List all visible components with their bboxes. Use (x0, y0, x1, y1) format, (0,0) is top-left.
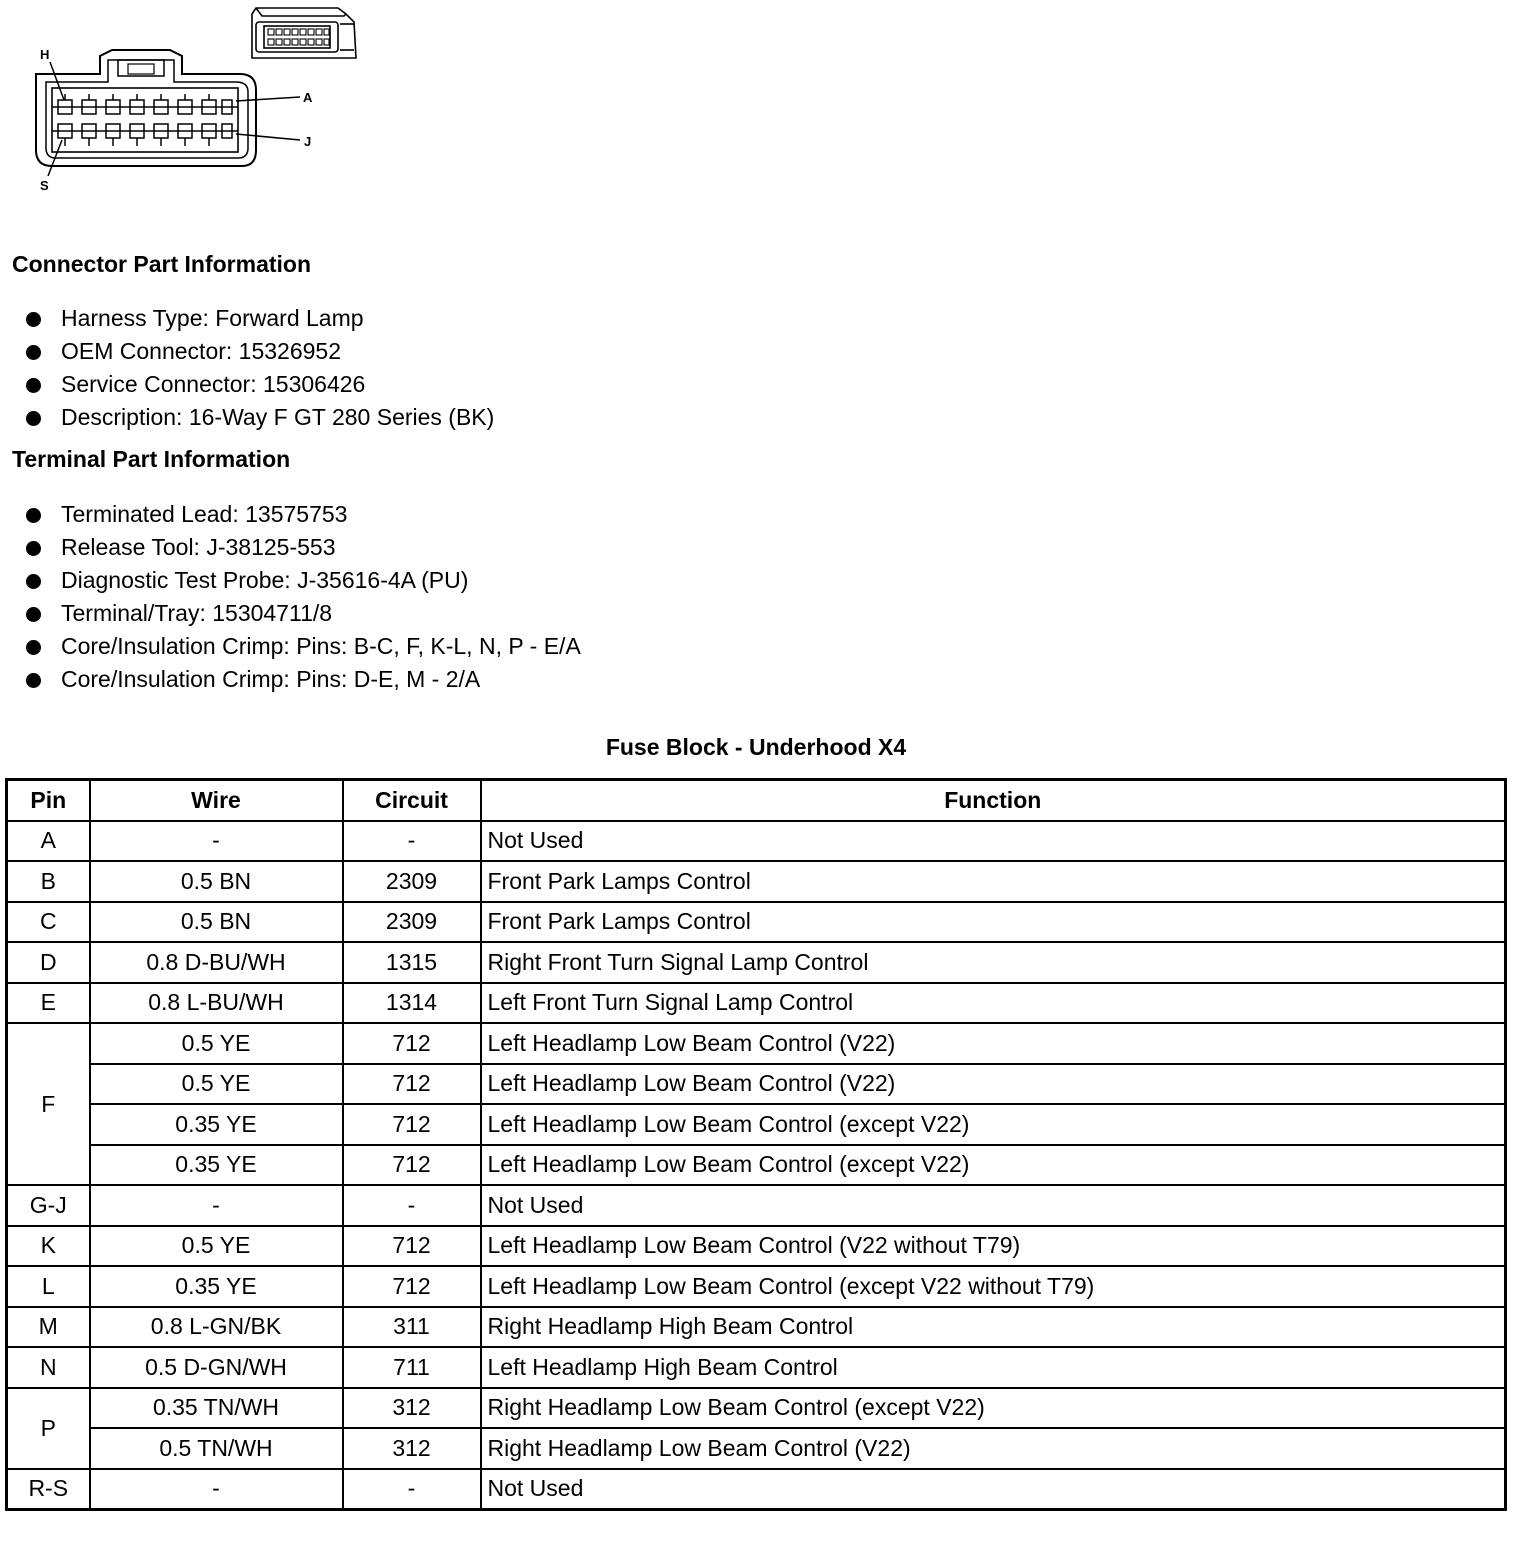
function-cell: Right Headlamp Low Beam Control (V22) (481, 1428, 1506, 1469)
list-item (26, 663, 581, 696)
pin-cell: A (7, 821, 90, 862)
wire-cell: 0.5 YE (90, 1064, 343, 1105)
circuit-cell: 712 (343, 1266, 481, 1307)
connector-diagram (0, 0, 380, 200)
wire-cell: - (90, 1185, 343, 1226)
wire-cell: 0.5 BN (90, 861, 343, 902)
terminal-info-list (26, 498, 581, 696)
circuit-cell: 312 (343, 1388, 481, 1429)
list-item (26, 368, 494, 401)
function-cell: Left Headlamp Low Beam Control (except V22) (481, 1104, 1506, 1145)
table-row (7, 1104, 1506, 1145)
terminal-cavities (52, 94, 238, 146)
bullet-icon (26, 312, 41, 327)
list-item-text: Core/Insulation Crimp: Pins: B-C, F, K-L, N, P - E/A (61, 633, 581, 659)
table-row (7, 821, 1506, 862)
wire-cell: 0.5 TN/WH (90, 1428, 343, 1469)
function-cell: Left Headlamp Low Beam Control (V22) (481, 1064, 1506, 1105)
wire-cell: 0.35 YE (90, 1104, 343, 1145)
table-row (7, 1428, 1506, 1469)
bullet-icon (26, 673, 41, 688)
circuit-cell: 2309 (343, 902, 481, 943)
circuit-cell: 1314 (343, 983, 481, 1024)
list-item-text: Harness Type: Forward Lamp (61, 305, 364, 331)
list-item-text: Terminal/Tray: 15304711/8 (61, 600, 333, 626)
pin-table (5, 778, 1507, 1511)
pin-label-j: J (304, 134, 312, 149)
pin-cell: R-S (7, 1469, 90, 1510)
header-circuit: Circuit (343, 780, 481, 821)
function-cell: Front Park Lamps Control (481, 861, 1506, 902)
function-cell: Not Used (481, 821, 1506, 862)
circuit-cell: 311 (343, 1307, 481, 1348)
table-row (7, 983, 1506, 1024)
table-row (7, 1185, 1506, 1226)
table-title: Fuse Block - Underhood X4 (605, 734, 907, 760)
pin-cell: L (7, 1266, 90, 1307)
function-cell: Left Front Turn Signal Lamp Control (481, 983, 1506, 1024)
bullet-icon (26, 541, 41, 556)
table-row (7, 1347, 1506, 1388)
table-row (7, 1388, 1506, 1429)
function-cell: Right Front Turn Signal Lamp Control (481, 942, 1506, 983)
table-row (7, 1226, 1506, 1267)
function-cell: Front Park Lamps Control (481, 902, 1506, 943)
list-item-text: Terminated Lead: 13575753 (61, 501, 348, 527)
terminal-info-title: Terminal Part Information (12, 446, 291, 472)
function-cell: Right Headlamp High Beam Control (481, 1307, 1506, 1348)
function-cell: Not Used (481, 1469, 1506, 1510)
function-cell: Not Used (481, 1185, 1506, 1226)
list-item (26, 335, 494, 368)
circuit-cell: 312 (343, 1428, 481, 1469)
table-row (7, 1307, 1506, 1348)
table-row (7, 1266, 1506, 1307)
table-row (7, 1469, 1506, 1510)
wire-cell: - (90, 1469, 343, 1510)
header-pin: Pin (7, 780, 90, 821)
circuit-cell: 1315 (343, 942, 481, 983)
wire-cell: 0.35 YE (90, 1266, 343, 1307)
bullet-icon (26, 345, 41, 360)
pin-cell: P (7, 1388, 90, 1469)
function-cell: Left Headlamp Low Beam Control (except V22 without T79) (481, 1266, 1506, 1307)
wire-cell: 0.8 L-GN/BK (90, 1307, 343, 1348)
table-row (7, 1064, 1506, 1105)
list-item-text: Release Tool: J-38125-553 (61, 534, 336, 560)
table-row (7, 861, 1506, 902)
list-item-text: Diagnostic Test Probe: J-35616-4A (PU) (61, 567, 469, 593)
pin-cell: F (7, 1023, 90, 1185)
circuit-cell: 711 (343, 1347, 481, 1388)
function-cell: Left Headlamp Low Beam Control (V22) (481, 1023, 1506, 1064)
list-item (26, 498, 581, 531)
table-header-row (7, 780, 1506, 821)
list-item (26, 597, 581, 630)
wire-cell: 0.5 BN (90, 902, 343, 943)
circuit-cell: 2309 (343, 861, 481, 902)
connector-3d-view (252, 8, 356, 58)
bullet-icon (26, 508, 41, 523)
circuit-cell: 712 (343, 1104, 481, 1145)
pin-cell: B (7, 861, 90, 902)
pin-cell: K (7, 1226, 90, 1267)
pin-cell: C (7, 902, 90, 943)
header-wire: Wire (90, 780, 343, 821)
circuit-cell: 712 (343, 1064, 481, 1105)
connector-face (36, 50, 256, 166)
wire-cell: 0.5 YE (90, 1226, 343, 1267)
header-function: Function (481, 780, 1506, 821)
pin-label-h: H (40, 47, 50, 62)
bullet-icon (26, 640, 41, 655)
table-row (7, 902, 1506, 943)
bullet-icon (26, 411, 41, 426)
wire-cell: 0.8 D-BU/WH (90, 942, 343, 983)
function-cell: Left Headlamp Low Beam Control (V22 without T79) (481, 1226, 1506, 1267)
list-item (26, 630, 581, 663)
wire-cell: 0.35 YE (90, 1145, 343, 1186)
pin-label-a: A (303, 90, 313, 105)
wire-cell: 0.35 TN/WH (90, 1388, 343, 1429)
table-row (7, 942, 1506, 983)
circuit-cell: 712 (343, 1145, 481, 1186)
wire-cell: - (90, 821, 343, 862)
bullet-icon (26, 378, 41, 393)
wire-cell: 0.8 L-BU/WH (90, 983, 343, 1024)
list-item-text: Core/Insulation Crimp: Pins: D-E, M - 2/A (61, 666, 481, 692)
circuit-cell: 712 (343, 1226, 481, 1267)
bullet-icon (26, 574, 41, 589)
function-cell: Left Headlamp Low Beam Control (except V22) (481, 1145, 1506, 1186)
list-item-text: Description: 16-Way F GT 280 Series (BK) (61, 404, 495, 430)
function-cell: Right Headlamp Low Beam Control (except V22) (481, 1388, 1506, 1429)
list-item-text: OEM Connector: 15326952 (61, 338, 342, 364)
circuit-cell: - (343, 1469, 481, 1510)
list-item (26, 302, 494, 335)
table-row (7, 1023, 1506, 1064)
pin-cell: G-J (7, 1185, 90, 1226)
circuit-cell: - (343, 821, 481, 862)
function-cell: Left Headlamp High Beam Control (481, 1347, 1506, 1388)
list-item (26, 564, 581, 597)
circuit-cell: - (343, 1185, 481, 1226)
wire-cell: 0.5 YE (90, 1023, 343, 1064)
pin-cell: D (7, 942, 90, 983)
connector-info-title: Connector Part Information (12, 251, 312, 277)
pin-cell: M (7, 1307, 90, 1348)
connector-info-list (26, 302, 494, 434)
list-item (26, 531, 581, 564)
list-item-text: Service Connector: 15306426 (61, 371, 366, 397)
pin-cell: E (7, 983, 90, 1024)
wire-cell: 0.5 D-GN/WH (90, 1347, 343, 1388)
bullet-icon (26, 607, 41, 622)
table-row (7, 1145, 1506, 1186)
circuit-cell: 712 (343, 1023, 481, 1064)
pin-cell: N (7, 1347, 90, 1388)
pin-label-s: S (40, 178, 49, 193)
list-item (26, 401, 494, 434)
